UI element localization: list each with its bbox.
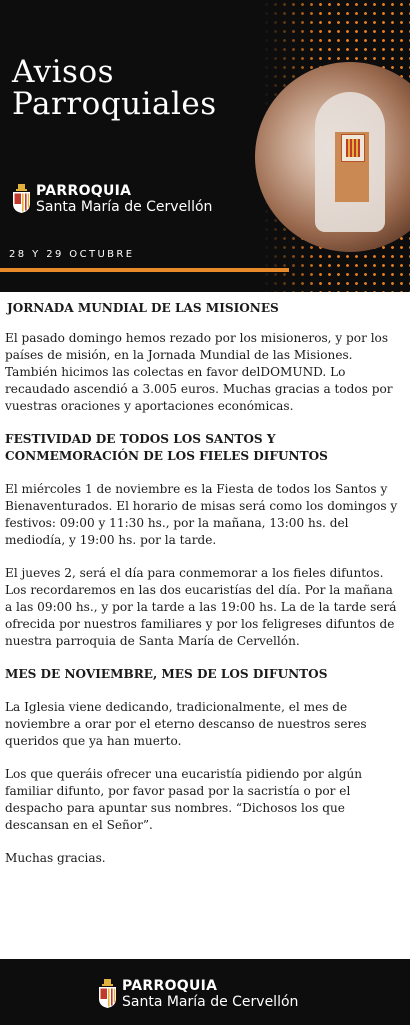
footer-banner: [0, 959, 410, 1025]
footer-logo-text: [122, 979, 298, 1010]
footer-logo-line-1: PARROQUIA: [122, 978, 218, 994]
logo-line-1: PARROQUIA: [36, 183, 132, 199]
paragraph: Los que queráis ofrecer una eucaristía pidiendo por algún familiar difunto, por favor pasad por la sacristía o por el despacho para apuntar sus nombres. “Dichosos los que descansan en el Señor”.: [5, 767, 363, 832]
crest-icon: [98, 979, 117, 1009]
date-range: 28 Y 29 OCTUBRE: [9, 249, 135, 260]
accent-divider: [0, 268, 289, 272]
parish-logo: [12, 184, 212, 215]
section-heading-all-saints: FESTIVIDAD DE TODOS LOS SANTOS Y CONMEMORACIÓN DE LOS FIELES DIFUNTOS: [5, 432, 328, 463]
header-banner: [0, 0, 410, 292]
paragraph: La Iglesia viene dedicando, tradicionalmente, el mes de noviembre a orar por el eterno descanso de nuestros seres queridos que ya han muerto.: [5, 700, 367, 748]
paragraph: El miércoles 1 de noviembre es la Fiesta de todos los Santos y Bienaventurados. El horario de misas será como los domingos y festivos: 09:00 y 11:30 hs., por la mañana, 13:00 hs. del mediodía, y 19:00 hs. por la tarde.: [5, 482, 398, 547]
title-line-1: Avisos: [12, 54, 115, 90]
notices-content: [5, 300, 400, 883]
footer-parish-logo: [98, 979, 298, 1010]
footer-logo-line-2: Santa María de Cervellón: [122, 994, 299, 1010]
paragraph: Muchas gracias.: [5, 851, 106, 865]
section-heading-missions: JORNADA MUNDIAL DE LAS MISIONES: [7, 301, 279, 315]
crest-icon: [12, 184, 31, 214]
section-heading-november: MES DE NOVIEMBRE, MES DE LOS DIFUNTOS: [5, 667, 328, 681]
logo-line-2: Santa María de Cervellón: [36, 199, 213, 215]
logo-text: [36, 184, 212, 215]
statue-crest: [341, 134, 365, 162]
page-title: [12, 56, 217, 120]
title-line-2: Parroquiales: [12, 86, 217, 122]
paragraph: El jueves 2, será el día para conmemorar a los fieles difuntos. Los recordaremos en las dos eucaristías del día. Por la mañana a las 09:00 hs., y por la tarde a las 19:00 hs. La de la tarde será ofrecida por nuestros familiares y por los feligreses difuntos de nuestra parroquia de Santa María de Cervellón.: [5, 566, 397, 648]
paragraph: El pasado domingo hemos rezado por los misioneros, y por los países de misión, en la Jornada Mundial de las Misiones. También hicimos las colectas en favor delDOMUND. Lo recaudado ascendió a 3.005 euros. Muchas gracias a todos por vuestras oraciones y aportaciones económicas.: [5, 331, 393, 413]
